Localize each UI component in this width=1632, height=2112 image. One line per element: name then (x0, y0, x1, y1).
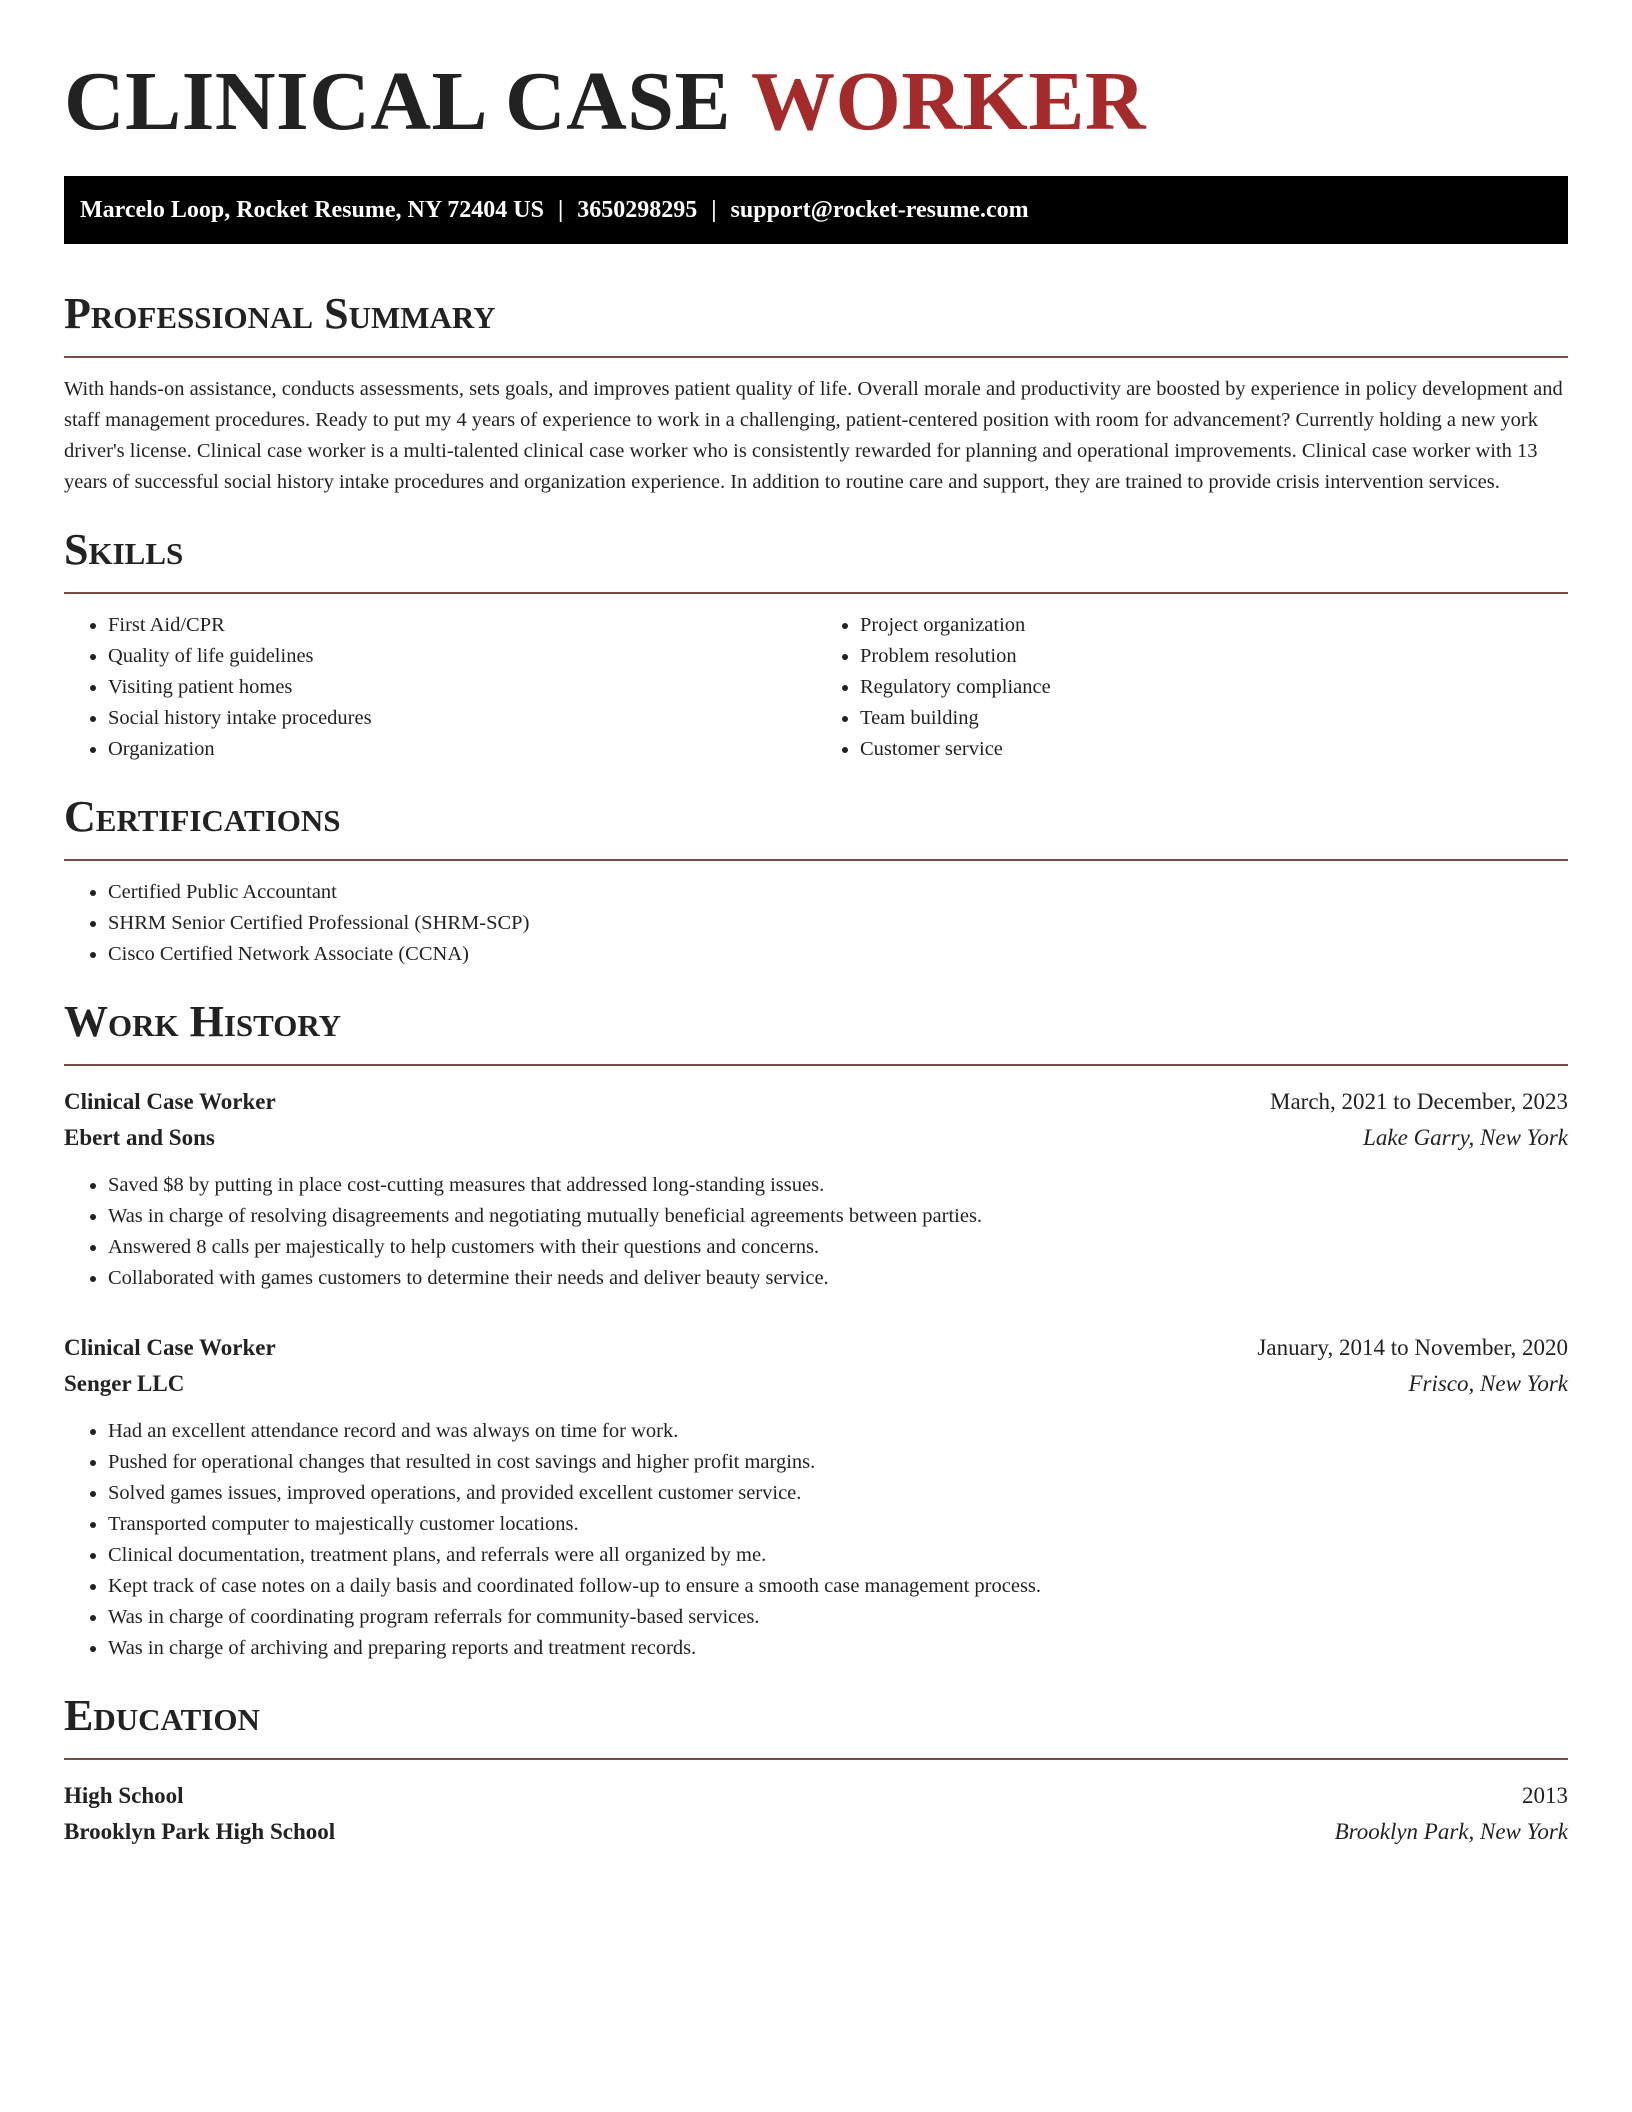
certifications-list (64, 877, 1568, 970)
contact-bar (64, 176, 1568, 244)
skill-item: • Visiting patient homes (108, 672, 816, 703)
job-bullet: • Collaborated with games customers to determine their needs and deliver beauty service. (108, 1263, 1568, 1294)
job-bullet: • Answered 8 calls per majestically to help customers with their questions and concerns. (108, 1232, 1568, 1263)
job-bullets (64, 1416, 1568, 1664)
job-company: Senger LLC (64, 1371, 185, 1396)
job-company-row (64, 1120, 1568, 1156)
education-entry (64, 1778, 1568, 1850)
summary-heading: Professional Summary (64, 289, 496, 338)
job-company: Ebert and Sons (64, 1125, 215, 1150)
skills-list-right (816, 610, 1568, 765)
education-degree-row (64, 1778, 1568, 1814)
job-dates: March, 2021 to December, 2023 (1270, 1089, 1568, 1114)
skill-item: • Organization (108, 734, 816, 765)
education-degree: High School (64, 1783, 184, 1808)
job-company-row (64, 1366, 1568, 1402)
job-entry (64, 1330, 1568, 1664)
education-school-row (64, 1814, 1568, 1850)
job-location: Frisco, New York (1408, 1371, 1568, 1396)
job-title: Clinical Case Worker (64, 1089, 276, 1114)
job-bullet: • Clinical documentation, treatment plans, and referrals were all organized by me. (108, 1540, 1568, 1571)
certification-item: • Cisco Certified Network Associate (CCNA) (108, 939, 1568, 970)
section-divider (64, 592, 1568, 594)
certifications-heading: Certifications (64, 792, 341, 841)
section-divider (64, 1064, 1568, 1066)
certification-item: • SHRM Senior Certified Professional (SHRM-SCP) (108, 908, 1568, 939)
section-divider (64, 1758, 1568, 1760)
job-bullet: • Saved $8 by putting in place cost-cutting measures that addressed long-standing issues. (108, 1170, 1568, 1201)
contact-address: Marcelo Loop, Rocket Resume, NY 72404 US (80, 196, 544, 223)
contact-separator: | (711, 196, 717, 223)
skills-heading: Skills (64, 525, 184, 574)
skill-item: • Customer service (860, 734, 1568, 765)
skill-item: • Team building (860, 703, 1568, 734)
skills-list-left (64, 610, 816, 765)
job-bullets (64, 1170, 1568, 1294)
job-bullet: • Pushed for operational changes that resulted in cost savings and higher profit margins. (108, 1447, 1568, 1478)
skill-item: • First Aid/CPR (108, 610, 816, 641)
job-header-row (64, 1084, 1568, 1120)
section-divider (64, 859, 1568, 861)
contact-phone: 3650298295 (577, 196, 698, 223)
job-location: Lake Garry, New York (1363, 1125, 1568, 1150)
job-bullet: • Was in charge of archiving and preparing reports and treatment records. (108, 1633, 1568, 1664)
section-divider (64, 356, 1568, 358)
job-bullet: • Solved games issues, improved operations, and provided excellent customer service. (108, 1478, 1568, 1509)
job-bullet: • Transported computer to majestically customer locations. (108, 1509, 1568, 1540)
job-bullet: • Had an excellent attendance record and was always on time for work. (108, 1416, 1568, 1447)
job-dates: January, 2014 to November, 2020 (1257, 1335, 1568, 1360)
education-heading: Education (64, 1691, 260, 1740)
skill-item: • Quality of life guidelines (108, 641, 816, 672)
job-entry (64, 1084, 1568, 1294)
skill-item: • Social history intake procedures (108, 703, 816, 734)
skill-item: • Problem resolution (860, 641, 1568, 672)
job-bullet: • Was in charge of resolving disagreements and negotiating mutually beneficial agreements between parties. (108, 1201, 1568, 1232)
certification-item: • Certified Public Accountant (108, 877, 1568, 908)
education-year: 2013 (1522, 1783, 1568, 1808)
work-history-heading: Work History (64, 997, 342, 1046)
job-bullet: • Was in charge of coordinating program referrals for community-based services. (108, 1602, 1568, 1633)
contact-email: support@rocket-resume.com (730, 196, 1029, 223)
education-school: Brooklyn Park High School (64, 1819, 336, 1844)
title-main: CLINICAL CASE (64, 55, 751, 148)
skill-item: • Project organization (860, 610, 1568, 641)
skills-columns (64, 610, 1568, 765)
job-bullet: • Kept track of case notes on a daily basis and coordinated follow-up to ensure a smooth case management process. (108, 1571, 1568, 1602)
skill-item: • Regulatory compliance (860, 672, 1568, 703)
education-location: Brooklyn Park, New York (1334, 1819, 1568, 1844)
contact-separator: | (557, 196, 564, 223)
title-accent: WORKER (751, 55, 1147, 148)
summary-text: With hands-on assistance, conducts assessments, sets goals, and improves patient quality of life. Overall morale and productivity are boosted by experience in policy development and staff management procedures. Ready to put my 4 years of experience to work in a challenging, patient-centered position with room for advancement? Currently holding a new york driver's license. Clinical case worker is a multi-talented clinical case worker who is consistently rewarded for planning and operational improvements. Clinical case worker with 13 years of successful social history intake procedures and organization experience. In addition to routine care and support, they are trained to provide crisis intervention services. (64, 378, 1563, 493)
job-header-row (64, 1330, 1568, 1366)
resume-title (64, 0, 1568, 152)
job-title: Clinical Case Worker (64, 1335, 276, 1360)
